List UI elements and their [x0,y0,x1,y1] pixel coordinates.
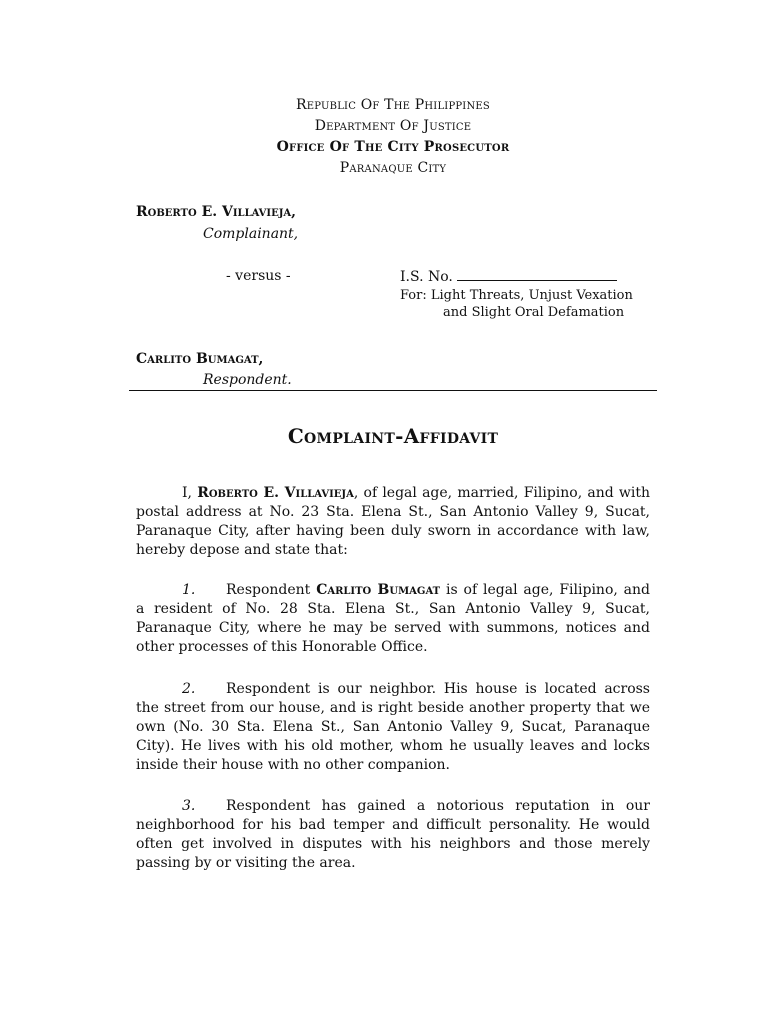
complainant-role: Complainant, [203,226,299,242]
is-number-field [400,268,617,285]
header-republic: Republic Of The Philippines [296,97,490,113]
paragraph-2-text: Respondent is our neighbor. His house is located across the street from our house, and is right beside another property that we own (No. 30 Sta. Elena St., San Antonio Valley 9, Sucat, Paranaque City). He lives with his old mother, whom he usually leaves and locks inside their house with no other companion. [136,681,650,773]
intro-text: , of legal age, married, Filipino, and with postal address at No. 23 Sta. Elena St., San Antonio Valley 9, Sucat, Paranaque City, after having been duly sworn in accordance with law, hereby depose and state that: [136,485,650,558]
charges-line-1: For: Light Threats, Unjust Vexation [400,288,633,303]
intro-affiant-name: Roberto E. Villavieja [197,485,354,501]
paragraph-1-number: 1. [182,582,196,598]
header-office: Office Of The City Prosecutor [276,139,510,155]
paragraph-3-number: 3. [182,798,196,814]
paragraph-2-number: 2. [182,681,196,697]
paragraph-1-text: is of legal age, Filipino, and a resident of No. 28 Sta. Elena St., San Antonio Valley 9, Sucat, Paranaque City, where he may be served with summons, notices and other processes of this Honorable Office. [136,582,651,655]
versus-label: - versus - [226,268,291,284]
header-department: Department Of Justice [314,118,472,134]
caption-divider [129,390,657,391]
respondent-name: Carlito Bumagat, [136,351,264,367]
paragraph-3-text: Respondent has gained a notorious reputation in our neighborhood for his bad temper and difficult personality. He would often get involved in disputes with his neighbors and those merely passing by or visiting the area. [136,798,650,871]
complainant-name: Roberto E. Villavieja, [136,204,297,220]
is-number-blank [457,268,617,281]
charges-line-2: and Slight Oral Defamation [443,305,625,320]
is-number-label: I.S. No. [400,269,453,285]
paragraph-2 [136,680,650,775]
paragraph-3 [136,797,650,873]
paragraph-1-lead: Respondent [226,582,317,598]
paragraph-1-respondent-name: Carlito Bumagat [316,582,441,598]
intro-lead: I, [182,485,198,501]
paragraph-1 [136,581,650,657]
respondent-role: Respondent. [203,372,292,388]
header-city: Paranaque City [339,160,447,176]
document-title: Complaint-Affidavit [287,424,499,448]
intro-paragraph [136,484,650,560]
